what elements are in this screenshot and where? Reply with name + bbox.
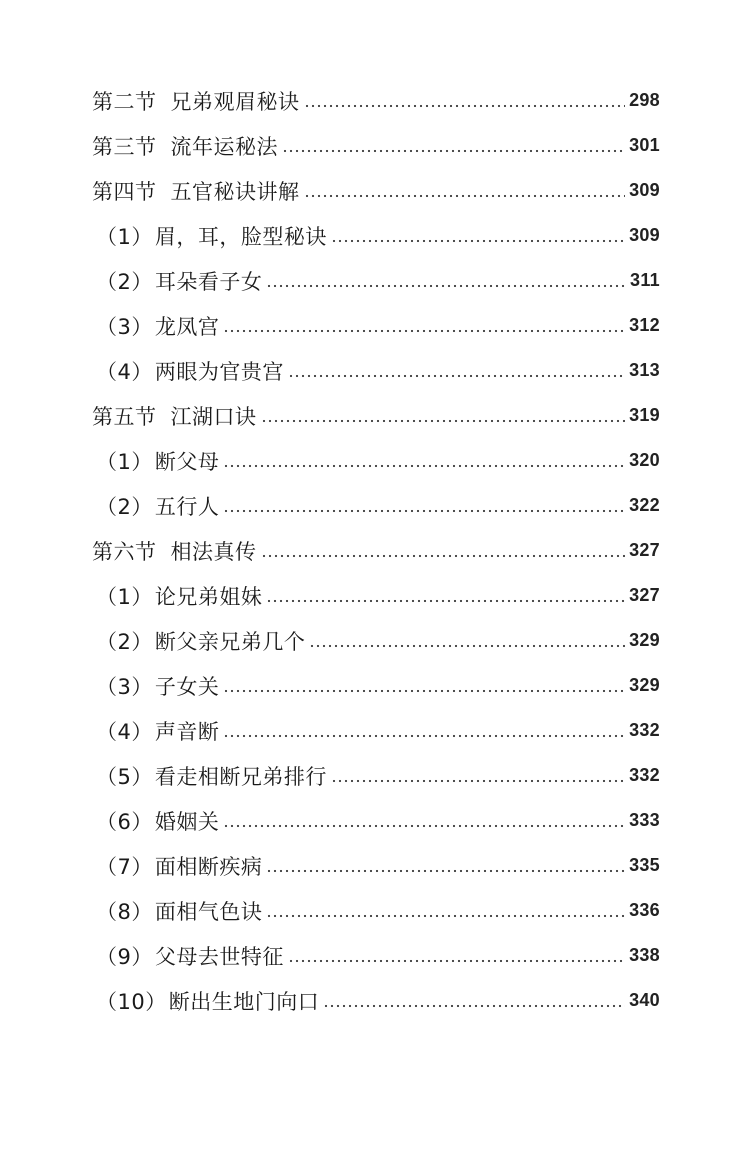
toc-page-number: 309 <box>629 225 660 245</box>
dot-leader <box>261 406 626 426</box>
toc-entry-number: （4） <box>96 719 153 744</box>
toc-entry-number: 第二节 <box>92 89 157 114</box>
toc-page-number: 340 <box>629 990 660 1010</box>
toc-section-entry[interactable] <box>0 393 745 438</box>
toc-entry-number: （1） <box>96 584 153 609</box>
toc-entry-title: 面相气色诀 <box>154 899 263 924</box>
toc-entry-label <box>96 221 327 251</box>
toc-entry-title: 耳朵看子女 <box>154 269 263 294</box>
toc-section-entry[interactable] <box>0 168 745 213</box>
toc-entry-label <box>96 851 262 881</box>
dot-leader <box>266 586 625 606</box>
toc-entry-label <box>96 626 305 656</box>
toc-entry-label <box>92 131 278 161</box>
toc-entry-number: （3） <box>96 674 153 699</box>
toc-entry-number: （3） <box>96 314 153 339</box>
toc-entry-title: 五行人 <box>154 494 220 519</box>
toc-entry-number: （8） <box>96 899 153 924</box>
toc-entry-label <box>96 806 219 836</box>
toc-entry-label <box>96 716 219 746</box>
dot-leader <box>223 811 625 831</box>
toc-entry-title: 婚姻关 <box>154 809 220 834</box>
toc-entry-label <box>92 536 257 566</box>
toc-entry-number: 第六节 <box>92 539 157 564</box>
toc-page-number: 298 <box>629 90 660 110</box>
dot-leader <box>288 946 625 966</box>
toc-subsection-entry[interactable] <box>0 303 745 348</box>
dot-leader <box>282 136 625 156</box>
toc-page-number: 336 <box>629 900 660 920</box>
toc-page-number: 327 <box>629 540 660 560</box>
dot-leader <box>223 316 625 336</box>
toc-entry-number: （9） <box>96 944 153 969</box>
toc-page-number: 311 <box>630 270 660 290</box>
toc-entry-number: 第四节 <box>92 179 157 204</box>
dot-leader <box>223 451 625 471</box>
toc-page-number: 301 <box>629 135 660 155</box>
toc-subsection-entry[interactable] <box>0 663 745 708</box>
toc-entry-title: 断父母 <box>154 449 220 474</box>
dot-leader <box>288 361 625 381</box>
dot-leader <box>331 766 625 786</box>
toc-section-entry[interactable] <box>0 78 745 123</box>
dot-leader <box>261 541 626 561</box>
toc-entry-label <box>96 266 262 296</box>
toc-entry-number: （1） <box>96 449 153 474</box>
toc-subsection-entry[interactable] <box>0 933 745 978</box>
toc-section-entry[interactable] <box>0 123 745 168</box>
dot-leader <box>331 226 625 246</box>
toc-entry-label <box>96 311 219 341</box>
toc-entry-title: 两眼为官贵宫 <box>154 359 284 384</box>
toc-page-number: 338 <box>629 945 660 965</box>
toc-entry-label <box>96 986 319 1016</box>
toc-subsection-entry[interactable] <box>0 753 745 798</box>
toc-entry-label <box>96 761 327 791</box>
toc-page-number: 329 <box>629 630 660 650</box>
toc-entry-label <box>96 941 284 971</box>
dot-leader <box>323 991 625 1011</box>
toc-entry-title: 龙凤宫 <box>154 314 220 339</box>
toc-page-number: 327 <box>629 585 660 605</box>
toc-entry-title: 流年运秘法 <box>170 134 278 159</box>
toc-subsection-entry[interactable] <box>0 348 745 393</box>
toc-subsection-entry[interactable] <box>0 213 745 258</box>
toc-entry-label <box>92 176 300 206</box>
dot-leader <box>223 496 625 516</box>
toc-page-number: 322 <box>629 495 660 515</box>
toc-entry-title: 论兄弟姐妹 <box>154 584 263 609</box>
toc-entry-number: （4） <box>96 359 153 384</box>
toc-entry-title: 父母去世特征 <box>154 944 284 969</box>
toc-subsection-entry[interactable] <box>0 258 745 303</box>
dot-leader <box>266 856 625 876</box>
dot-leader <box>223 721 625 741</box>
dot-leader <box>304 91 626 111</box>
toc-page-number: 319 <box>629 405 660 425</box>
toc-page-number: 332 <box>629 765 660 785</box>
toc-page-number: 335 <box>629 855 660 875</box>
table-of-contents <box>0 78 745 1023</box>
toc-entry-title: 面相断疾病 <box>154 854 263 879</box>
toc-entry-label <box>96 491 219 521</box>
toc-entry-number: （6） <box>96 809 153 834</box>
dot-leader <box>223 676 625 696</box>
toc-entry-title: 兄弟观眉秘诀 <box>170 89 300 114</box>
toc-entry-label <box>96 671 219 701</box>
toc-subsection-entry[interactable] <box>0 618 745 663</box>
toc-entry-number: （2） <box>96 629 153 654</box>
toc-subsection-entry[interactable] <box>0 708 745 753</box>
toc-subsection-entry[interactable] <box>0 978 745 1023</box>
toc-page-number: 313 <box>629 360 660 380</box>
toc-entry-title: 断出生地门向口 <box>168 989 320 1014</box>
toc-page-number: 309 <box>629 180 660 200</box>
toc-entry-label <box>96 446 219 476</box>
dot-leader <box>266 901 625 921</box>
toc-entry-label <box>92 401 257 431</box>
toc-entry-title: 断父亲兄弟几个 <box>154 629 306 654</box>
toc-subsection-entry[interactable] <box>0 843 745 888</box>
toc-page-number: 312 <box>629 315 660 335</box>
toc-entry-title: 子女关 <box>154 674 220 699</box>
toc-entry-label <box>96 896 262 926</box>
toc-entry-number: （7） <box>96 854 153 879</box>
toc-entry-number: （5） <box>96 764 153 789</box>
toc-entry-number: （2） <box>96 494 153 519</box>
toc-section-entry[interactable] <box>0 528 745 573</box>
toc-entry-number: （10） <box>96 989 167 1014</box>
toc-entry-title: 相法真传 <box>170 539 257 564</box>
dot-leader <box>266 271 626 291</box>
toc-page-number: 332 <box>629 720 660 740</box>
toc-entry-label <box>96 356 284 386</box>
toc-subsection-entry[interactable] <box>0 573 745 618</box>
toc-entry-number: 第五节 <box>92 404 157 429</box>
toc-entry-number: （2） <box>96 269 153 294</box>
toc-page-number: 329 <box>629 675 660 695</box>
toc-subsection-entry[interactable] <box>0 798 745 843</box>
toc-page-number: 333 <box>629 810 660 830</box>
dot-leader <box>309 631 625 651</box>
toc-entry-number: （1） <box>96 224 153 249</box>
toc-entry-title: 江湖口诀 <box>170 404 257 429</box>
toc-page-number: 320 <box>629 450 660 470</box>
dot-leader <box>304 181 626 201</box>
toc-entry-title: 声音断 <box>154 719 220 744</box>
toc-entry-label <box>96 581 262 611</box>
toc-entry-title: 眉，耳，脸型秘诀 <box>154 224 327 249</box>
toc-entry-number: 第三节 <box>92 134 157 159</box>
toc-subsection-entry[interactable] <box>0 438 745 483</box>
toc-subsection-entry[interactable] <box>0 483 745 528</box>
toc-entry-title: 五官秘诀讲解 <box>170 179 300 204</box>
toc-entry-label <box>92 86 300 116</box>
toc-entry-title: 看走相断兄弟排行 <box>154 764 327 789</box>
toc-subsection-entry[interactable] <box>0 888 745 933</box>
